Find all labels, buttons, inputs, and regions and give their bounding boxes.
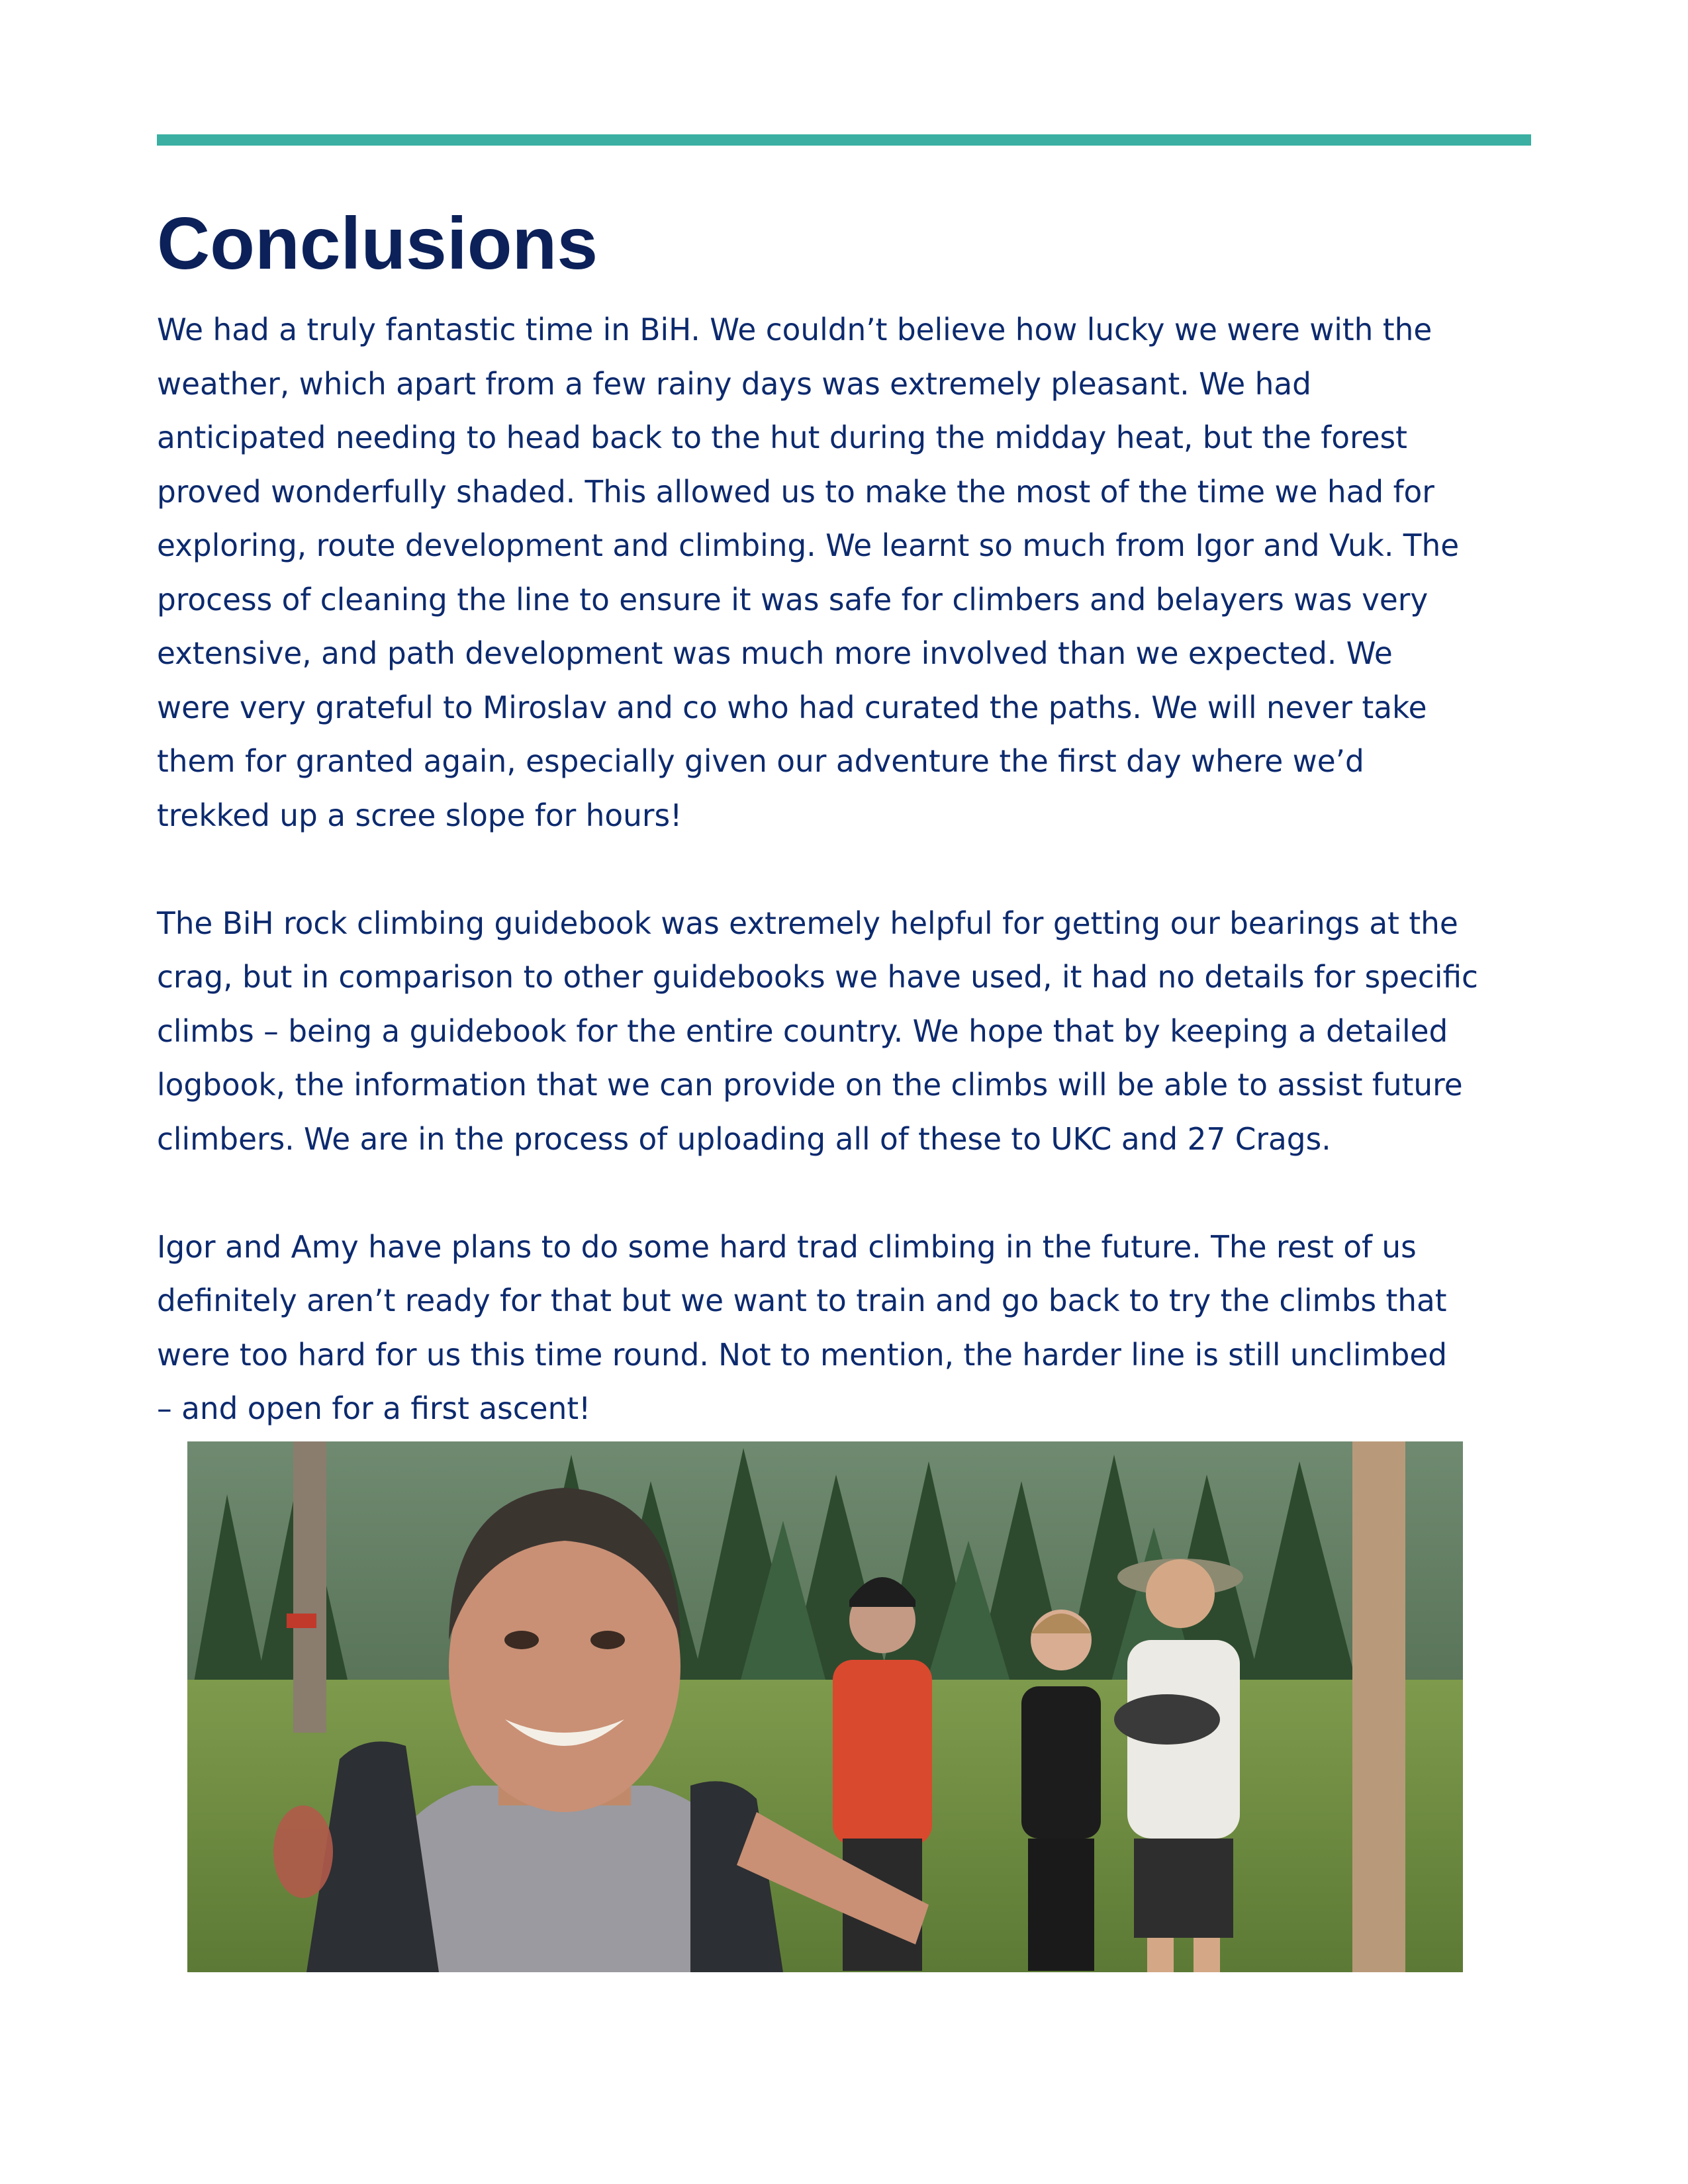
paragraph-1 [157,303,1547,842]
section-divider-rule [157,134,1531,146]
paragraph-line: exploring, route development and climbing. We learnt so much from Igor and Vuk. The [157,527,1460,563]
paragraph-line: weather, which apart from a few rainy days was extremely pleasant. We had [157,365,1311,402]
group-photo [187,1441,1463,1972]
paragraph-line: We had a truly fantastic time in BiH. We couldn’t believe how lucky we were with the [157,312,1432,347]
body-text [157,303,1547,1436]
paragraph-line: trekked up a scree slope for hours! [157,797,682,833]
paragraph-2 [157,897,1547,1167]
paragraph-line: Igor and Amy have plans to do some hard trad climbing in the future. The rest of us [157,1228,1417,1265]
paragraph-line: – and open for a first ascent! [157,1390,591,1426]
section-heading: Conclusions [157,203,598,285]
paragraph-line: climbs – being a guidebook for the entire country. We hope that by keeping a detailed [157,1013,1448,1049]
paragraph-line: definitely aren’t ready for that but we want to train and go back to try the climbs that [157,1283,1447,1318]
paragraph-line: climbers. We are in the process of uploading all of these to UKC and 27 Crags. [157,1120,1331,1157]
paragraph-3 [157,1220,1547,1436]
paragraph-line: proved wonderfully shaded. This allowed us to make the most of the time we had for [157,473,1434,510]
paragraph-line: logbook, the information that we can provide on the climbs will be able to assist future [157,1067,1463,1103]
paragraph-line: them for granted again, especially given our adventure the first day where we’d [157,743,1364,779]
paragraph-line: were too hard for us this time round. Not to mention, the harder line is still unclimbed [157,1336,1448,1373]
paragraph-line: extensive, and path development was much more involved than we expected. We [157,635,1393,671]
paragraph-line: crag, but in comparison to other guidebooks we have used, it had no details for specific [157,959,1478,995]
paragraph-line: process of cleaning the line to ensure it was safe for climbers and belayers was very [157,581,1429,617]
paragraph-line: were very grateful to Miroslav and co who had curated the paths. We will never take [157,689,1427,725]
paragraph-line: The BiH rock climbing guidebook was extremely helpful for getting our bearings at the [157,905,1458,941]
paragraph-line: anticipated needing to head back to the hut during the midday heat, but the forest [157,420,1407,455]
